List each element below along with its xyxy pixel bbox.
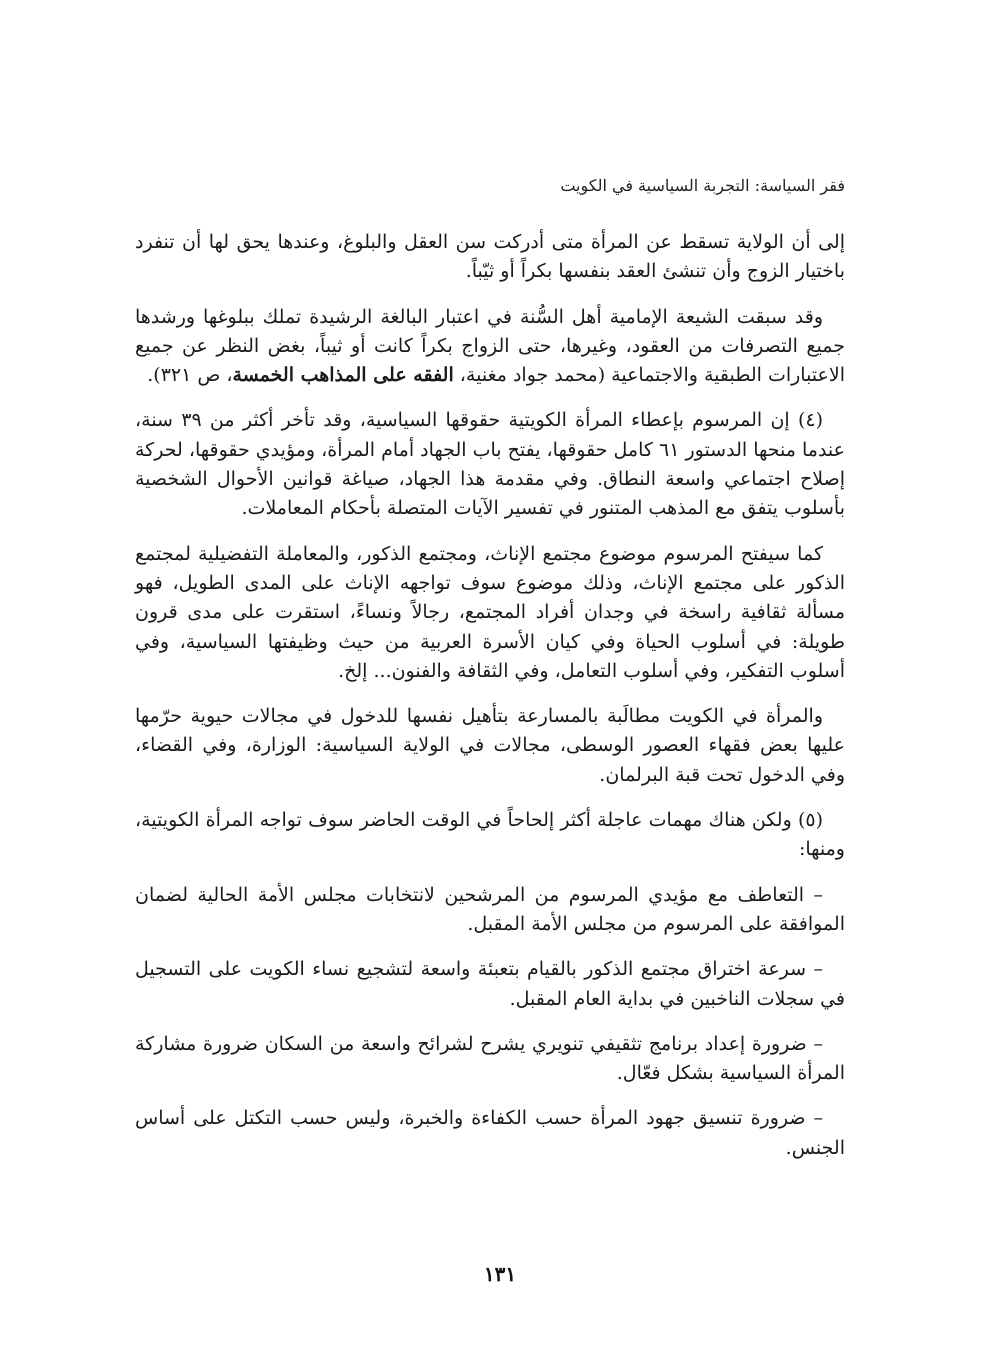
running-header: فقر السياسة: التجربة السياسية في الكويت [560,176,845,195]
list-item-1: – التعاطف مع مؤيدي المرسوم من المرشحين لانتخابات مجلس الأمة الحالية لضمان الموافقة على المرسوم من مجلس الأمة المقبل. [135,883,845,935]
paragraph-2 [135,303,845,391]
page-number: ١٣١ [483,1262,517,1286]
paragraph-2-text-after: ، ص ٣٢١). [147,364,233,387]
paragraph-2-text-before: وقد سبقت الشيعة الإمامية أهل السُّنة في اعتبار البالغة الرشيدة تملك ببلوغها ورشدها جميع التصرفات من العقود، وغيرها، حتى الزواج بكراً كانت أو ثيباً، بغض النظر عن جميع الاعتبارات الطبقية والاجتماعية (محمد جواد مغنية، [135,305,845,387]
paragraph-5: والمرأة في الكويت مطالَبة بالمسارعة بتأهيل نفسها للدخول في مجالات حيوية حرّمها عليها بعض فقهاء العصور الوسطى، مجالات في الولاية السياسية: الوزارة، وفي القضاء، وفي الدخول تحت قبة البرلمان. [135,705,845,786]
book-title-citation: الفقه على المذاهب الخمسة [232,364,454,387]
list-item-3: – ضرورة إعداد برنامج تثقيفي تنويري يشرح لشرائح واسعة من السكان ضرورة مشاركة المرأة السياسية بشكل فعّال. [135,1032,845,1085]
paragraph-6: (٥) ولكن هناك مهمات عاجلة أكثر إلحاحاً في الوقت الحاضر سوف تواجه المرأة الكويتية، ومنها: [135,809,845,861]
list-item-2: – سرعة اختراق مجتمع الذكور بالقيام بتعبئة واسعة لتشجيع نساء الكويت على التسجيل في سجلات الناخبين في بداية العام المقبل. [135,958,845,1010]
body-text [135,228,845,1179]
paragraph-3: (٤) إن المرسوم بإعطاء المرأة الكويتية حقوقها السياسية، وقد تأخر أكثر من ٣٩ سنة، عندما منحها الدستور ٦١ كامل حقوقها، يفتح باب الجهاد أمام المرأة، ومؤيدي حقوقها، لحركة إصلاح اجتماعي واسعة النطاق. وفي مقدمة هذا الجهاد، صياغة قوانين الأحوال الشخصية بأسلوب يتفق مع المذهب المتنور في تفسير الآيات المتصلة بأحكام المعاملات. [135,409,845,520]
list-item-4: – ضرورة تنسيق جهود المرأة حسب الكفاءة والخبرة، وليس حسب التكتل على أساس الجنس. [135,1107,845,1159]
paragraph-4: كما سيفتح المرسوم موضوع مجتمع الإناث، ومجتمع الذكور، والمعاملة التفضيلية لمجتمع الذكور على مجتمع الإناث، وذلك موضوع سوف تواجهه الإناث على المدى الطويل، فهو مسألة ثقافية راسخة في وجدان أفراد المجتمع، رجالاً ونساءً، استقرت على مدى قرون طويلة: في أسلوب الحياة وفي كيان الأسرة العربية من حيث وظيفتها السياسية، وفي أسلوب التفكير، وفي أسلوب التعامل، وفي الثقافة والفنون... إلخ. [135,542,845,682]
paragraph-1: إلى أن الولاية تسقط عن المرأة متى أدركت سن العقل والبلوغ، وعندها يحق لها أن تنفرد باختيار الزوج وأن تنشئ العقد بنفسها بكراً أو ثيّباً. [135,231,845,283]
